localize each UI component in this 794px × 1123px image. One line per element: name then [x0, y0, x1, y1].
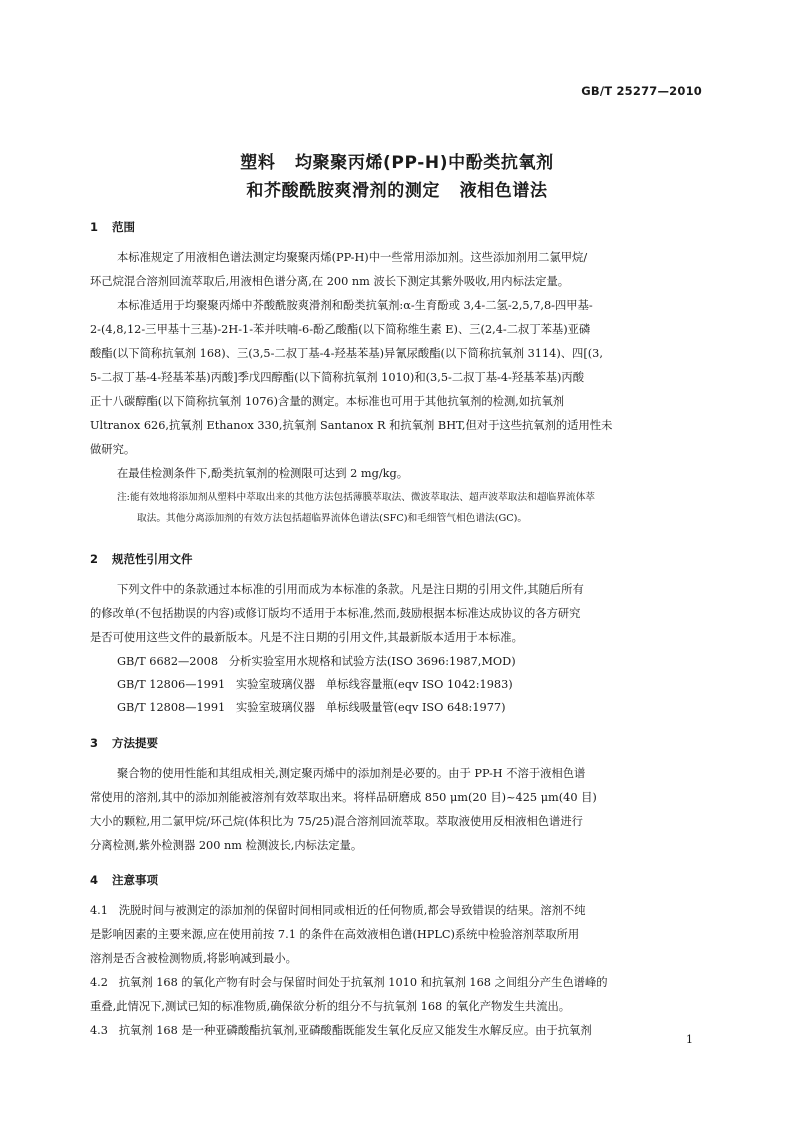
section-3-line-2: 常使用的溶剂,其中的添加剂能被溶剂有效萃取出来。将样品研磨成 850 μm(20 目)~425 μm(40 目): [90, 791, 597, 804]
section-4-line-2: 是影响因素的主要来源,应在使用前按 7.1 的条件在高效液相色谱(HPLC)系统中检验溶剂萃取所用: [90, 928, 580, 941]
section-4-heading: [90, 872, 158, 888]
section-number: 3: [90, 736, 99, 750]
section-title: 规范性引用文件: [112, 552, 193, 566]
note-line-1: 注:能有效地将添加剂从塑料中萃取出来的其他方法包括薄膜萃取法、微波萃取法、超声波萃取法和超临界流体萃: [117, 492, 595, 503]
section-1-heading: [90, 219, 135, 235]
document-title-line-2: 和芥酸酰胺爽滑剂的测定 液相色谱法: [246, 181, 548, 201]
section-1-line-10: 在最佳检测条件下,酚类抗氧剂的检测限可达到 2 mg/kg。: [117, 467, 409, 480]
note-line-2: 取法。其他分离添加剂的有效方法包括超临界流体色谱法(SFC)和毛细管气相色谱法(GC)。: [137, 513, 528, 524]
section-2-line-1: 下列文件中的条款通过本标准的引用而成为本标准的条款。凡是注日期的引用文件,其随后所有: [117, 583, 584, 596]
section-1-line-9: 做研究。: [90, 443, 136, 456]
section-title: 方法提要: [112, 736, 158, 750]
section-1-line-8: Ultranox 626,抗氧剂 Ethanox 330,抗氧剂 Santanox R 和抗氧剂 BHT,但对于这些抗氧剂的适用性未: [90, 419, 613, 432]
section-2-line-2: 的修改单(不包括勘误的内容)或修订版均不适用于本标准,然而,鼓励根据本标准达成协议的各方研究: [90, 607, 581, 620]
reference-gb-t-12806: GB/T 12806—1991 实验室玻璃仪器 单标线容量瓶(eqv ISO 1042:1983): [117, 678, 513, 691]
standard-number: GB/T 25277—2010: [581, 84, 702, 98]
section-1-line-4: 2-(4,8,12-三甲基十三基)-2H-1-苯并呋喃-6-酚乙酸酯(以下简称维生素 E)、三(2,4-二叔丁苯基)亚磷: [90, 323, 591, 336]
section-4-line-4: 4.2 抗氧剂 168 的氧化产物有时会与保留时间处于抗氧剂 1010 和抗氧剂 168 之间组分产生色谱峰的: [90, 976, 608, 989]
section-4-line-1: 4.1 洗脱时间与被测定的添加剂的保留时间相同或相近的任何物质,都会导致错误的结果。溶剂不纯: [90, 904, 586, 917]
reference-gb-t-6682: GB/T 6682—2008 分析实验室用水规格和试验方法(ISO 3696:1987,MOD): [117, 655, 516, 668]
section-3-line-1: 聚合物的使用性能和其组成相关,测定聚丙烯中的添加剂是必要的。由于 PP-H 不溶于液相色谱: [117, 767, 586, 780]
section-2-line-3: 是否可使用这些文件的最新版本。凡是不注日期的引用文件,其最新版本适用于本标准。: [90, 631, 523, 644]
section-4-line-6: 4.3 抗氧剂 168 是一种亚磷酸酯抗氧剂,亚磷酸酯既能发生氧化反应又能发生水解反应。由于抗氧剂: [90, 1024, 592, 1037]
section-3-line-3: 大小的颗粒,用二氯甲烷/环己烷(体积比为 75/25)混合溶剂回流萃取。萃取液使用反相液相色谱进行: [90, 815, 583, 828]
section-1-line-2: 环己烷混合溶剂回流萃取后,用液相色谱分离,在 200 nm 波长下测定其紫外吸收,用内标法定量。: [90, 275, 570, 288]
section-1-line-1: 本标准规定了用液相色谱法测定均聚聚丙烯(PP-H)中一些常用添加剂。这些添加剂用二氯甲烷/: [117, 251, 588, 264]
section-title: 注意事项: [112, 873, 158, 887]
section-3-line-4: 分离检测,紫外检测器 200 nm 检测波长,内标法定量。: [90, 839, 363, 852]
section-2-heading: [90, 551, 193, 567]
section-1-line-3: 本标准适用于均聚聚丙烯中芥酸酰胺爽滑剂和酚类抗氧剂:α-生育酚或 3,4-二氢-2,5,7,8-四甲基-: [117, 299, 593, 312]
section-number: 1: [90, 220, 99, 234]
section-1-line-6: 5-二叔丁基-4-羟基苯基)丙酸]季戊四醇酯(以下简称抗氧剂 1010)和(3,5-二叔丁基-4-羟基苯基)丙酸: [90, 371, 585, 384]
document-title-line-1: 塑料 均聚聚丙烯(PP-H)中酚类抗氧剂: [240, 153, 554, 173]
section-4-line-5: 重叠,此情况下,测试已知的标准物质,确保欲分析的组分不与抗氧剂 168 的氧化产物发生共流出。: [90, 1000, 571, 1013]
section-1-line-7: 正十八碳醇酯(以下简称抗氧剂 1076)含量的测定。本标准也可用于其他抗氧剂的检测,如抗氧剂: [90, 395, 565, 408]
section-number: 4: [90, 873, 99, 887]
reference-gb-t-12808: GB/T 12808—1991 实验室玻璃仪器 单标线吸量管(eqv ISO 648:1977): [117, 701, 506, 714]
section-1-line-5: 酸酯(以下简称抗氧剂 168)、三(3,5-二叔丁基-4-羟基苯基)异氰尿酸酯(以下简称抗氧剂 3114)、四[(3,: [90, 347, 603, 360]
section-number: 2: [90, 552, 99, 566]
section-title: 范围: [112, 220, 135, 234]
page-number: 1: [686, 1033, 693, 1046]
section-4-line-3: 溶剂是否含被检测物质,将影响减到最小。: [90, 952, 297, 965]
section-3-heading: [90, 735, 158, 751]
